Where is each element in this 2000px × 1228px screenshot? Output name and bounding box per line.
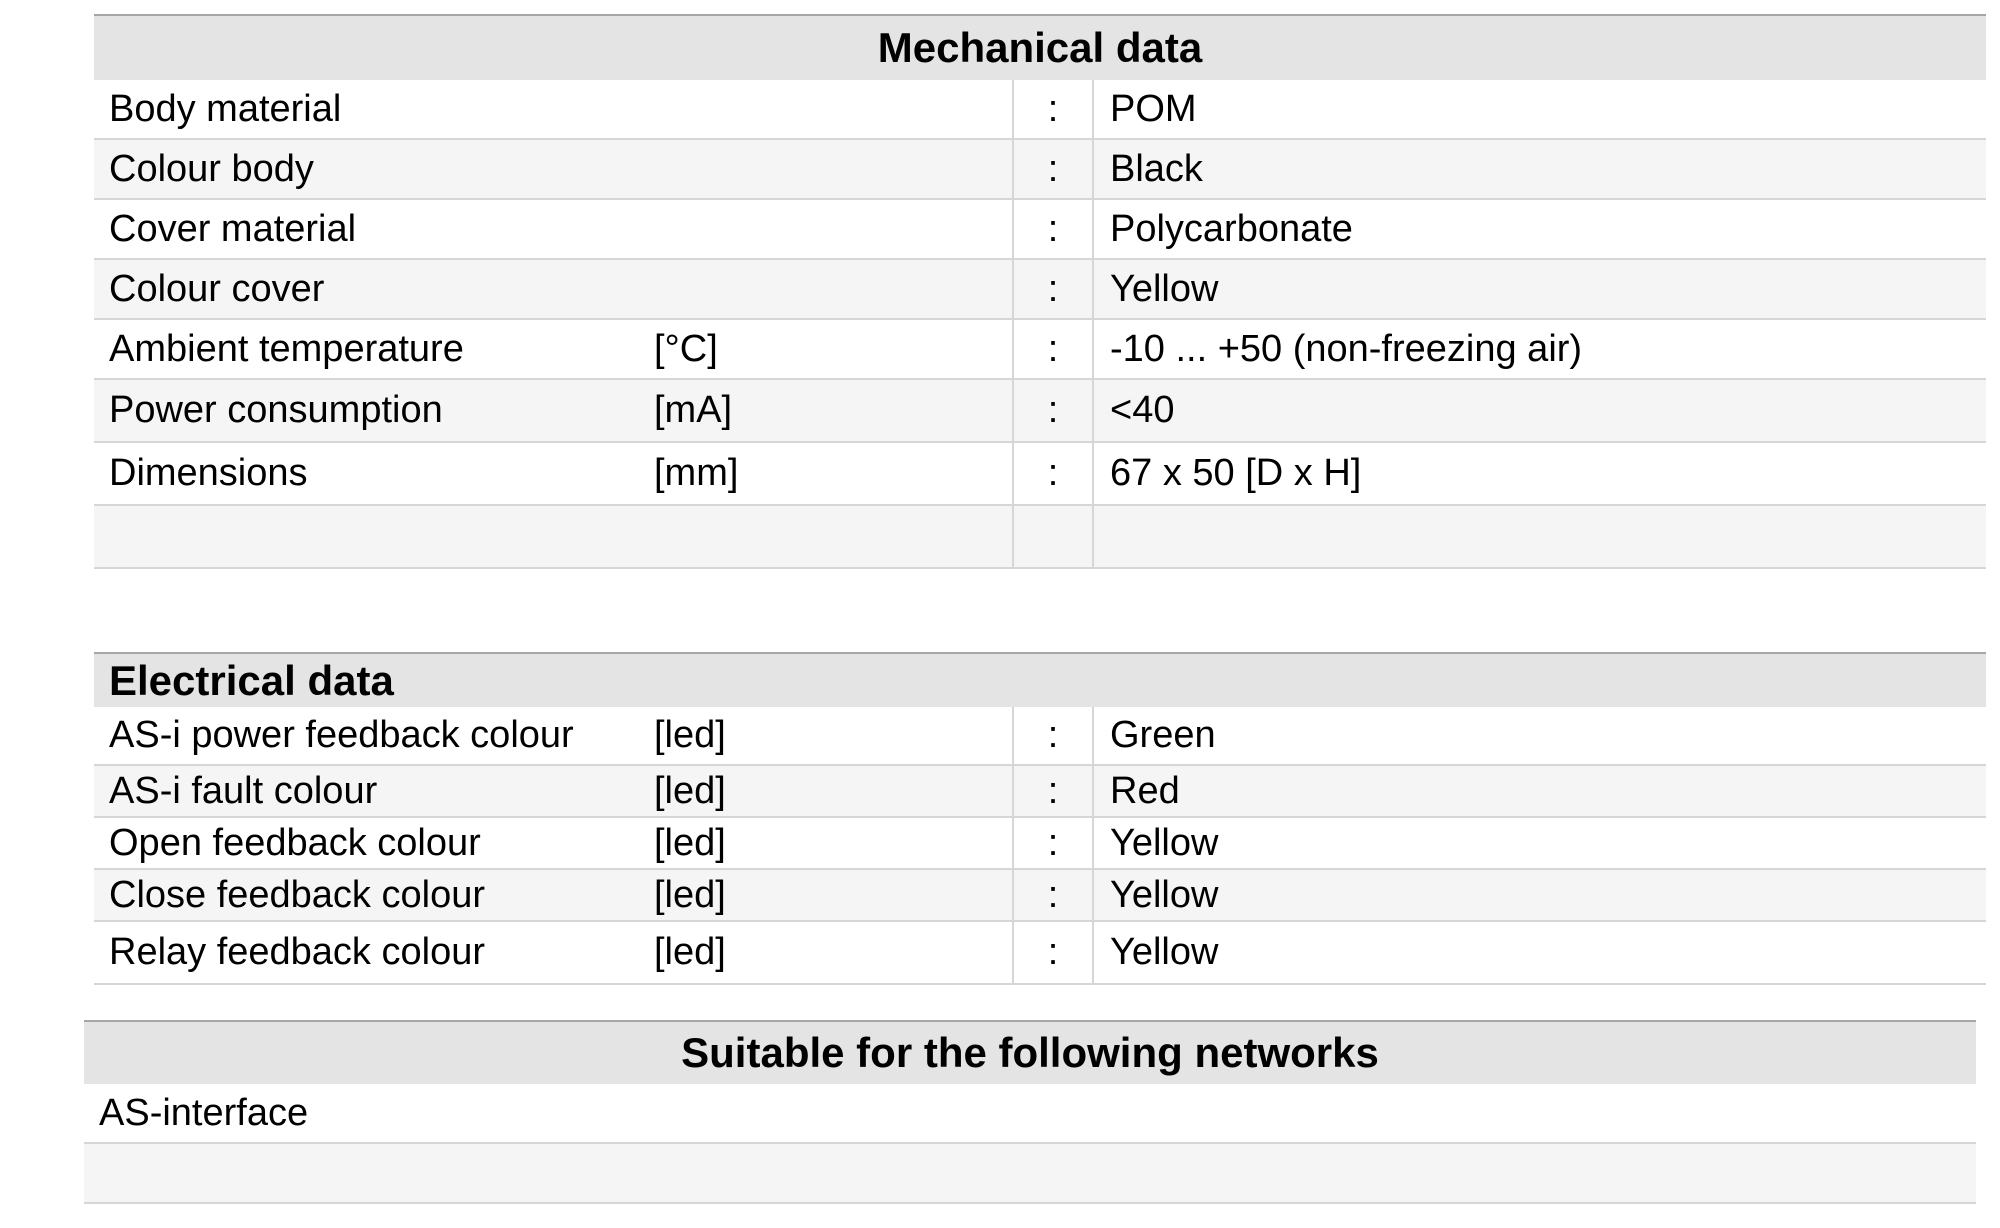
row-label: Colour body — [109, 147, 314, 190]
row-label: Dimensions — [109, 452, 308, 494]
electrical-data-section — [94, 652, 1986, 985]
row-unit: [led] — [654, 821, 726, 864]
table-row — [94, 443, 1986, 506]
table-row — [94, 870, 1986, 922]
row-value: Yellow — [1110, 821, 1219, 864]
table-row — [94, 922, 1986, 985]
table-row — [94, 260, 1986, 320]
row-colon: : — [1012, 260, 1094, 318]
row-colon: : — [1012, 380, 1094, 441]
table-row — [84, 1144, 1976, 1204]
row-unit: [led] — [654, 931, 726, 973]
row-unit: [led] — [654, 769, 726, 812]
row-colon: : — [1012, 818, 1094, 868]
row-value: 67 x 50 [D x H] — [1110, 452, 1362, 494]
row-colon: : — [1012, 870, 1094, 920]
row-unit: [led] — [654, 714, 726, 756]
table-row — [94, 707, 1986, 766]
row-colon: : — [1012, 922, 1094, 983]
row-value: Yellow — [1110, 267, 1219, 310]
table-row — [94, 140, 1986, 200]
row-colon — [1012, 506, 1094, 567]
row-colon: : — [1012, 320, 1094, 378]
row-label: AS-i fault colour — [109, 769, 378, 812]
row-colon: : — [1012, 443, 1094, 504]
row-value: POM — [1110, 87, 1197, 130]
row-label: Colour cover — [109, 267, 325, 310]
table-row — [94, 506, 1986, 569]
row-value: Yellow — [1110, 873, 1219, 916]
row-value: Red — [1110, 769, 1180, 812]
networks-header: Suitable for the following networks — [84, 1020, 1976, 1084]
networks-section — [84, 1020, 1976, 1204]
row-unit: [led] — [654, 873, 726, 916]
row-label: Cover material — [109, 207, 357, 250]
electrical-data-header: Electrical data — [94, 652, 1986, 707]
row-unit: [mm] — [654, 452, 739, 494]
row-value: Black — [1110, 147, 1203, 190]
table-row — [94, 380, 1986, 443]
table-row — [94, 818, 1986, 870]
network-label: AS-interface — [99, 1091, 309, 1134]
table-row — [94, 320, 1986, 380]
table-row — [94, 766, 1986, 818]
row-colon: : — [1012, 766, 1094, 816]
row-value: <40 — [1110, 389, 1175, 431]
row-label: Ambient temperature — [109, 327, 464, 370]
row-label: Power consumption — [109, 389, 443, 431]
row-unit: [mA] — [654, 389, 733, 431]
row-colon: : — [1012, 140, 1094, 198]
row-value: Yellow — [1110, 931, 1219, 973]
row-value: Polycarbonate — [1110, 207, 1353, 250]
row-value: Green — [1110, 714, 1216, 756]
row-colon: : — [1012, 707, 1094, 764]
mechanical-data-section — [94, 14, 1986, 569]
row-value: -10 ... +50 (non-freezing air) — [1110, 327, 1583, 370]
row-colon: : — [1012, 80, 1094, 138]
row-label: AS-i power feedback colour — [109, 714, 574, 756]
row-label: Body material — [109, 87, 342, 130]
row-unit: [°C] — [654, 327, 718, 370]
table-row — [94, 200, 1986, 260]
row-label: Close feedback colour — [109, 873, 485, 916]
row-label: Open feedback colour — [109, 821, 481, 864]
mechanical-data-header: Mechanical data — [94, 14, 1986, 80]
row-label: Relay feedback colour — [109, 931, 485, 973]
row-colon: : — [1012, 200, 1094, 258]
table-row — [84, 1084, 1976, 1144]
table-row — [94, 80, 1986, 140]
